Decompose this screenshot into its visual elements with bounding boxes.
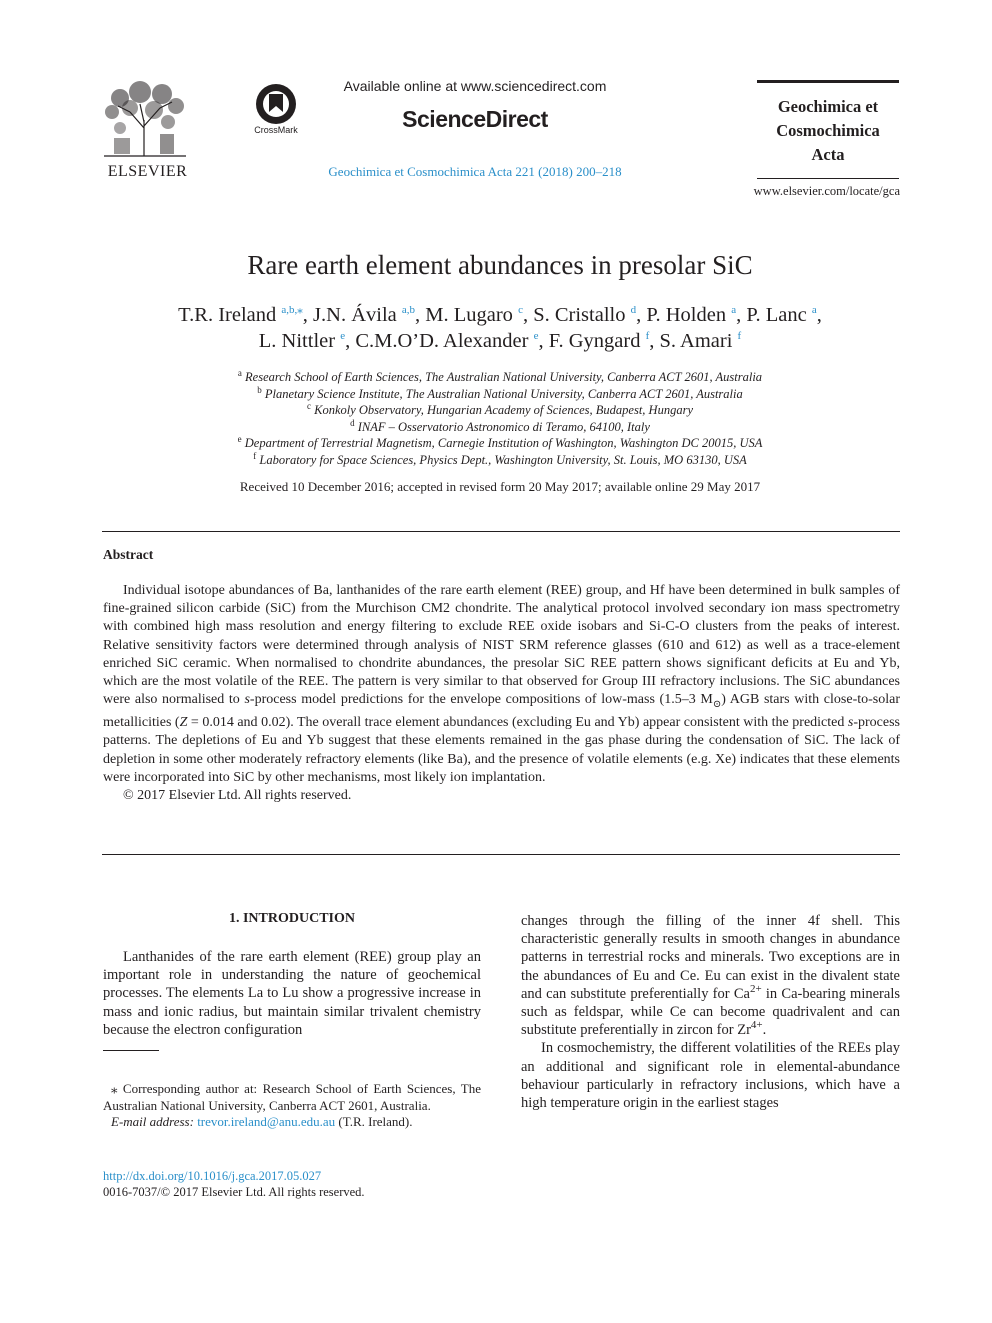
journal-title-line: Acta	[811, 145, 845, 164]
author-affiliation-link[interactable]: a	[731, 304, 737, 317]
author-separator: ,	[538, 330, 549, 352]
journal-title-top-rule	[757, 80, 899, 83]
author-name: S. Cristallo	[533, 304, 626, 326]
left-column	[103, 948, 481, 1039]
affiliation-text: Planetary Science Institute, The Australian National University, Canberra ACT 2601, Australia	[264, 386, 743, 401]
ion-charge: 4+	[750, 1019, 763, 1032]
body-text: changes through the filling of the inner 4f shell. This characteristic generally results in smooth changes in abundance patterns in terrestrial rocks and minerals. Two exceptions are in the abundances of Eu and Ce. Eu can exist in the divalent state and can substitute preferentially for Ca	[521, 913, 900, 1002]
footnote-text: Corresponding author at: Research School of Earth Sciences, The Australian National University, Canberra ACT 2601, Australia.	[103, 1081, 481, 1113]
journal-citation-link[interactable]: Geochimica et Cosmochimica Acta 221 (2018) 200–218	[328, 164, 622, 179]
journal-title-line: Cosmochimica	[776, 121, 880, 140]
abstract-copyright: © 2017 Elsevier Ltd. All rights reserved.	[123, 788, 352, 804]
footnote-star: ⁎	[111, 1081, 118, 1096]
author-affiliation-link[interactable]: f	[645, 330, 650, 343]
affiliation-item	[100, 419, 900, 436]
abstract-text: -process model predictions for the envelope compositions of low-mass (1.5–3 M	[249, 692, 713, 708]
abstract-paragraph	[103, 582, 900, 787]
affiliation-key: d	[350, 417, 355, 428]
author-name: T.R. Ireland	[178, 304, 277, 326]
corresponding-author-star-link[interactable]: ⁎	[297, 304, 303, 317]
author-affiliation-link[interactable]: d	[630, 304, 637, 317]
affiliation-text: Laboratory for Space Sciences, Physics Dept., Washington University, St. Louis, MO 63130, USA	[259, 452, 747, 467]
author-separator: ,	[302, 304, 314, 326]
author-separator: ,	[816, 304, 822, 326]
author-separator: ,	[736, 304, 747, 326]
author-affiliation-link[interactable]: a	[811, 304, 817, 317]
author-name: F. Gyngard	[548, 330, 641, 352]
email-label: E-mail address:	[111, 1114, 194, 1130]
author-affiliation-link[interactable]: e	[340, 330, 346, 343]
body-text: in Ca-bearing minerals such as feldspar, while Ce can become quadrivalent and can substitute preferentially in zircon for Zr	[521, 985, 900, 1039]
author-separator: ,	[636, 304, 647, 326]
affiliation-key: b	[257, 384, 262, 395]
author-name: C.M.O’D. Alexander	[355, 330, 529, 352]
elsevier-tree-logo-icon	[100, 78, 190, 158]
author-separator: ,	[415, 304, 426, 326]
affiliation-text: Research School of Earth Sciences, The Australian National University, Canberra ACT 2601, Australia	[245, 370, 763, 384]
ion-charge: 2+	[749, 982, 762, 995]
doi-link[interactable]: http://dx.doi.org/10.1016/j.gca.2017.05.027	[103, 1169, 322, 1183]
author-name: P. Lanc	[746, 304, 807, 326]
affiliation-item	[100, 402, 900, 419]
author-separator: ,	[345, 330, 356, 352]
affiliation-item	[100, 452, 900, 469]
author-affiliation-link[interactable]: a,b,	[281, 304, 298, 317]
footnote-rule	[103, 1050, 159, 1051]
journal-title-bottom-rule	[757, 178, 899, 179]
body-paragraph: In cosmochemistry, the different volatilities of the REEs play an additional and significant role in elemental-abundance behaviour particularly in refractory inclusions, which have a high temperature origin in the earliest stages	[521, 1040, 900, 1112]
author-name: P. Holden	[646, 304, 727, 326]
sciencedirect-logo: ScienceDirect	[402, 106, 548, 132]
abstract-body	[103, 582, 900, 805]
body-text: .	[762, 1022, 767, 1039]
journal-title-line: Geochimica et	[777, 97, 879, 116]
right-column	[521, 912, 900, 1112]
affiliation-item	[100, 435, 900, 452]
abstract-heading: Abstract	[103, 547, 154, 562]
affiliation-text: Department of Terrestrial Magnetism, Carnegie Institution of Washington, Washington DC 20015, USA	[244, 436, 763, 451]
solar-mass-symbol: ⊙	[712, 699, 722, 711]
email-suffix: (T.R. Ireland).	[335, 1114, 413, 1130]
article-dates: Received 10 December 2016; accepted in revised form 20 May 2017; available online 29 May 2017	[239, 479, 761, 494]
author-line	[100, 328, 900, 354]
author-name: S. Amari	[659, 330, 733, 352]
issn-copyright: 0016-7037/© 2017 Elsevier Ltd. All rights reserved.	[103, 1185, 365, 1199]
affiliation-key: c	[307, 401, 311, 412]
journal-url-link[interactable]: www.elsevier.com/locate/gca	[753, 184, 900, 198]
affiliation-item	[100, 386, 900, 403]
crossmark-icon[interactable]	[254, 82, 298, 126]
footnote	[103, 1081, 481, 1131]
footnote-email	[103, 1114, 481, 1131]
body-paragraph	[521, 912, 900, 1039]
footnote-corresponding	[103, 1081, 481, 1114]
author-name: M. Lugaro	[425, 304, 513, 326]
abstract-italic: s	[244, 692, 250, 708]
journal-title	[752, 95, 904, 167]
author-affiliation-link[interactable]: f	[737, 330, 742, 343]
author-list	[100, 302, 900, 354]
abstract-top-rule	[102, 531, 900, 532]
crossmark-label: CrossMark	[254, 125, 298, 135]
abstract-text: ) AGB stars with close-to-solar metallicities (	[103, 692, 900, 731]
abstract-bottom-rule	[102, 854, 900, 855]
author-separator: ,	[522, 304, 534, 326]
affiliation-item	[100, 369, 900, 386]
author-affiliation-link[interactable]: a,b	[401, 304, 415, 317]
abstract-text: -process patterns. The depletions of Eu and Yb suggest that these elements remained in the gas phase during the condensation of SiC. The lack of depletion in some other moderately refractory elements (like Ba), and the presence of volatile elements (e.g. Xe) indicates that these elements were incorporated into SiC by other mechanisms, most likely ion implantation.	[103, 715, 900, 785]
elsevier-wordmark: ELSEVIER	[107, 163, 188, 180]
section-heading: 1. INTRODUCTION	[228, 911, 355, 926]
available-online-text: Available online at www.sciencedirect.com	[343, 78, 607, 94]
affiliation-text: Konkoly Observatory, Hungarian Academy of Sciences, Budapest, Hungary	[314, 403, 693, 418]
affiliation-key: f	[253, 450, 257, 461]
affiliation-text: INAF – Osservatorio Astronomico di Teramo, 64100, Italy	[357, 419, 650, 434]
affiliation-key: a	[237, 367, 242, 378]
article-title: Rare earth element abundances in presolar SiC	[247, 250, 753, 280]
affiliation-key: e	[237, 434, 242, 445]
affiliation-list	[100, 369, 900, 469]
author-name: L. Nittler	[258, 330, 336, 352]
email-link[interactable]: trevor.ireland@anu.edu.au	[197, 1114, 336, 1130]
abstract-italic: s	[847, 715, 854, 731]
author-separator: ,	[649, 330, 660, 352]
abstract-text: Individual isotope abundances of Ba, lanthanides of the rare earth element (REE) group, and Hf have been determined in bulk samples of fine-grained silicon carbide (SiC) from the Murchison CM2 chondrite. The analytical protocol involved secondary ion mass spectrometry with combined high mass resolution and energy filtering to exclude REE oxide isobars and Si-C-O clusters from the peaks of interest. Relative sensitivity factors were determined through analysis of NIST SRM reference glasses (610 and 612) as well as a trace-element enriched SiC ceramic. When normalised to chondrite abundances, the presolar SiC REE pattern shows significant deficits at Eu and Yb, which are the most volatile of the REE. The pattern is very similar to that observed for Group III refractory inclusions. The SiC abundances were also normalised to	[103, 583, 900, 708]
abstract-text: = 0.014 and 0.02). The overall trace element abundances (excluding Eu and Yb) appear consistent with the predicted	[187, 715, 848, 731]
body-paragraph: Lanthanides of the rare earth element (REE) group play an important role in understanding the nature of geochemical processes. The elements La to Lu show a progressive increase in mass and ionic radius, but maintain similar trivalent chemistry because the electron configuration	[103, 949, 481, 1038]
author-affiliation-link[interactable]: c	[518, 304, 523, 317]
author-name: J.N. Ávila	[313, 304, 397, 326]
abstract-italic: Z	[179, 715, 188, 731]
author-line	[100, 302, 900, 328]
author-affiliation-link[interactable]: e	[533, 330, 539, 343]
